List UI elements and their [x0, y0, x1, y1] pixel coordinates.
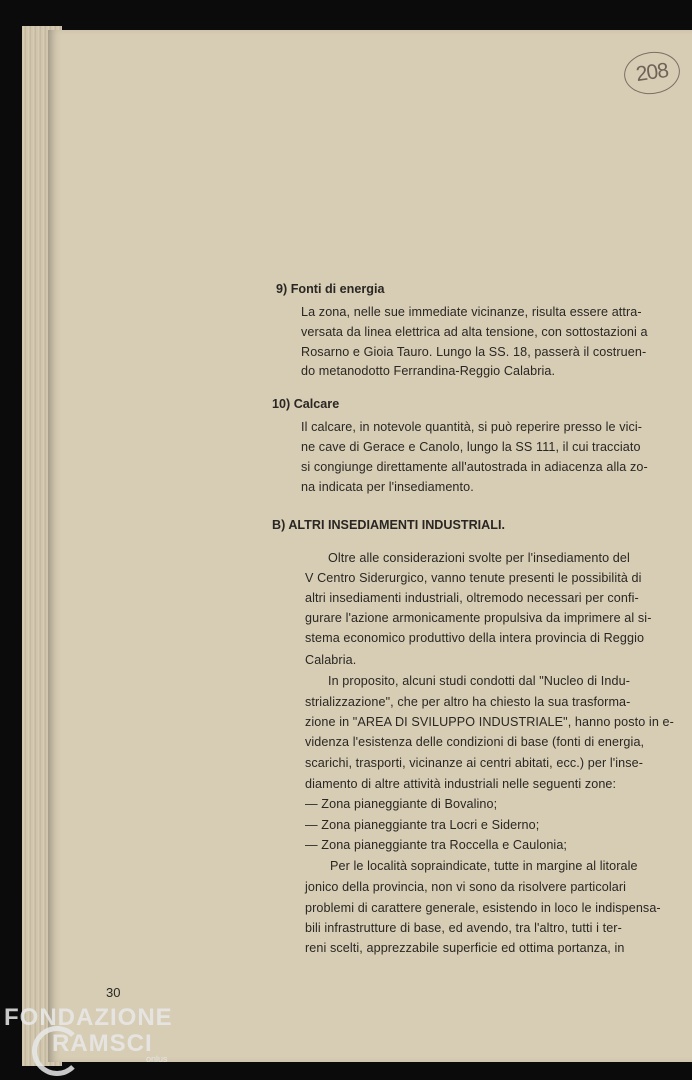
- heading-calcare: 10) Calcare: [272, 397, 340, 411]
- page-number: 30: [106, 985, 121, 1000]
- paragraph-line: Rosarno e Gioia Tauro. Lungo la SS. 18, passerà il costruen-: [301, 345, 647, 359]
- list-item: — Zona pianeggiante di Bovalino;: [305, 797, 498, 811]
- paragraph-line: altri insediamenti industriali, oltremodo necessari per confi-: [305, 591, 639, 605]
- list-item: — Zona pianeggiante tra Roccella e Caulonia;: [305, 838, 568, 852]
- paragraph-line: reni scelti, apprezzabile superficie ed ottima portanza, in: [305, 941, 625, 955]
- paragraph-line: ne cave di Gerace e Canolo, lungo la SS 111, il cui tracciato: [301, 440, 641, 454]
- paragraph-line: problemi di carattere generale, esistendo in loco le indispensa-: [305, 901, 661, 915]
- list-item: — Zona pianeggiante tra Locri e Siderno;: [305, 818, 540, 832]
- paragraph-line: Calabria.: [305, 653, 357, 667]
- paragraph-line: do metanodotto Ferrandina-Reggio Calabria.: [301, 364, 556, 378]
- paragraph-line: Oltre alle considerazioni svolte per l'insediamento del: [328, 551, 630, 565]
- paragraph-line: zione in "AREA DI SVILUPPO INDUSTRIALE", hanno posto in e-: [305, 715, 674, 729]
- paragraph-line: versata da linea elettrica ad alta tensione, con sottostazioni a: [301, 325, 648, 339]
- paragraph-line: diamento di altre attività industriali nelle seguenti zone:: [305, 777, 617, 791]
- heading-altri-insediamenti: B) ALTRI INSEDIAMENTI INDUSTRIALI.: [272, 518, 505, 532]
- paragraph-line: V Centro Siderurgico, vanno tenute presenti le possibilità di: [305, 571, 642, 585]
- paragraph-line: si congiunge direttamente all'autostrada in adiacenza alla zo-: [301, 460, 648, 474]
- paragraph-line: Il calcare, in notevole quantità, si può reperire presso le vici-: [301, 420, 643, 434]
- paragraph-line: strializzazione", che per altro ha chiesto la sua trasforma-: [305, 695, 631, 709]
- paragraph-line: bili infrastrutture di base, ed avendo, tra l'altro, tutti i ter-: [305, 921, 622, 935]
- paragraph-line: jonico della provincia, non vi sono da risolvere particolari: [305, 880, 627, 894]
- paragraph-line: videnza l'esistenza delle condizioni di base (fonti di energia,: [305, 735, 645, 749]
- paragraph-line: na indicata per l'insediamento.: [301, 480, 474, 494]
- paragraph-line: gurare l'azione armonicamente propulsiva da imprimere al si-: [305, 611, 652, 625]
- paragraph-line: La zona, nelle sue immediate vicinanze, risulta essere attra-: [301, 305, 642, 319]
- paragraph-line: In proposito, alcuni studi condotti dal "Nucleo di Indu-: [328, 674, 631, 688]
- watermark-suffix: onlus: [146, 1054, 168, 1064]
- watermark-line2: RAMSCI: [52, 1030, 153, 1057]
- paragraph-line: scarichi, trasporti, vicinanze ai centri abitati, ecc.) per l'inse-: [305, 756, 644, 770]
- paragraph-line: stema economico produttivo della intera provincia di Reggio: [305, 631, 645, 645]
- heading-fonti-di-energia: 9) Fonti di energia: [276, 282, 385, 296]
- watermark-line1: FONDAZIONE: [4, 1004, 173, 1031]
- handwritten-page-stamp: 208: [621, 48, 682, 97]
- paragraph-line: Per le località sopraindicate, tutte in margine al litorale: [330, 859, 638, 873]
